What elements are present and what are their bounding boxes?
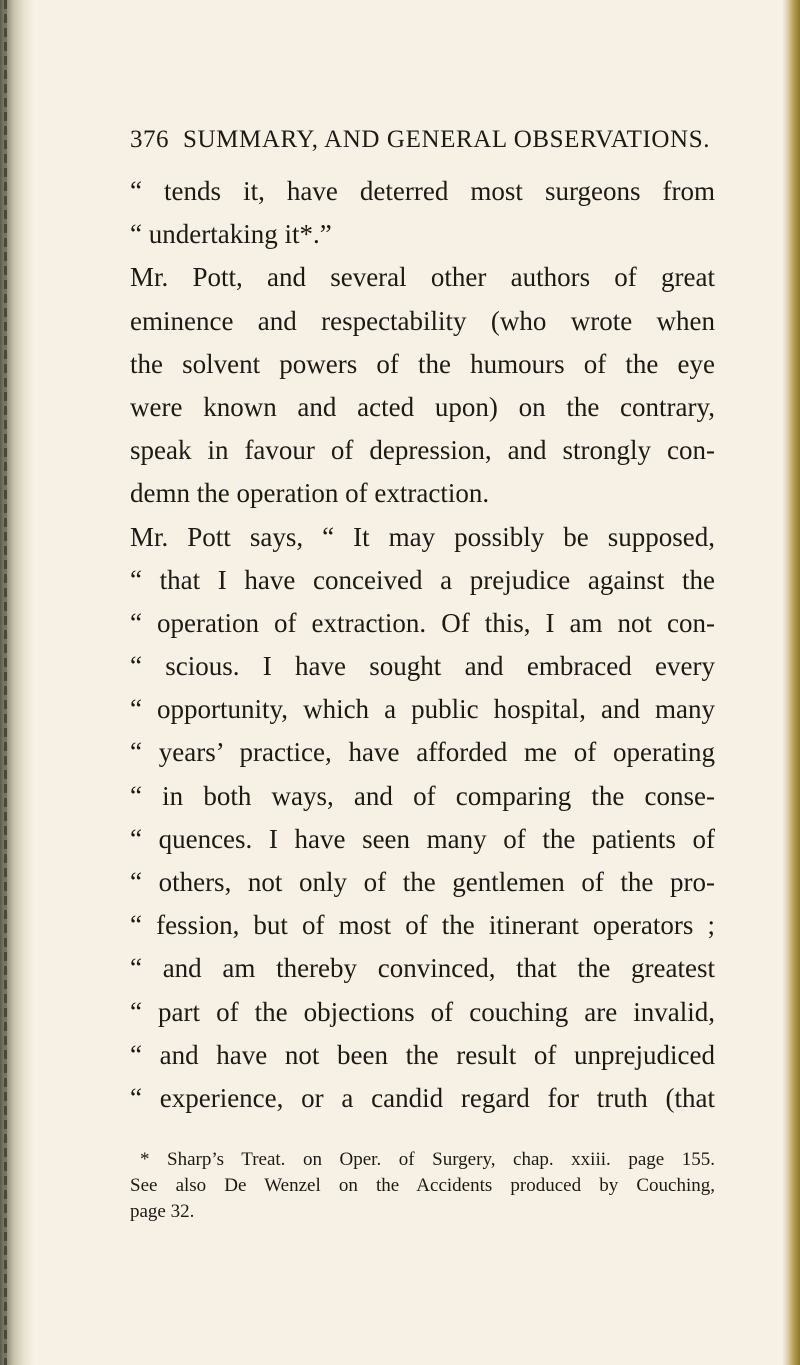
text-line: “ undertaking it*.” — [130, 219, 332, 250]
text-line: “ years’ practice, have afforded me of operating — [130, 737, 715, 768]
text-line: “ and am thereby convinced, that the greatest — [130, 953, 715, 984]
footnotes — [130, 1147, 715, 1225]
text-line: “ opportunity, which a public hospital, and many — [130, 694, 715, 725]
text-line: “ scious. I have sought and embraced every — [130, 651, 715, 682]
binding-gutter — [0, 0, 34, 1365]
page-number: 376 — [130, 126, 169, 153]
text-line: speak in favour of depression, and strongly con- — [130, 435, 715, 466]
text-line: “ tends it, have deterred most surgeons from — [130, 176, 715, 206]
text-line: were known and acted upon) on the contrary, — [130, 391, 715, 422]
text-line: “ quences. I have seen many of the patients of — [130, 823, 715, 854]
running-head — [130, 126, 715, 170]
text-line: “ others, not only of the gentlemen of the pro- — [130, 867, 715, 897]
text-line: “ and have not been the result of unprejudiced — [130, 1039, 715, 1070]
text-line: “ that I have conceived a prejudice against the — [130, 564, 715, 595]
text-line: eminence and respectability (who wrote when — [130, 305, 715, 336]
text-line: Mr. Pott says, “ It may possibly be supposed, — [130, 521, 715, 552]
footnote-line: See also De Wenzel on the Accidents produced by Couching, — [130, 1175, 715, 1197]
footnote-line: * Sharp’s Treat. on Oper. of Surgery, chap. xxiii. page 155. — [140, 1149, 715, 1171]
running-head-title: SUMMARY, AND GENERAL OBSERVATIONS. — [183, 126, 711, 153]
text-line: the solvent powers of the humours of the eye — [130, 348, 715, 379]
page-edge — [782, 0, 800, 1365]
text-line: “ part of the objections of couching are invalid, — [130, 996, 715, 1027]
text-line: “ in both ways, and of comparing the conse- — [130, 780, 715, 811]
footnote-line: page 32. — [130, 1201, 195, 1223]
book-page — [130, 126, 715, 1225]
text-line: “ operation of extraction. Of this, I am not con- — [130, 607, 715, 638]
text-line: “ fession, but of most of the itinerant operators ; — [130, 910, 715, 941]
text-line: Mr. Pott, and several other authors of great — [130, 262, 715, 293]
text-line: “ experience, or a candid regard for truth (that — [130, 1082, 715, 1113]
body-text — [130, 170, 715, 1120]
text-line: demn the operation of extraction. — [130, 478, 490, 509]
